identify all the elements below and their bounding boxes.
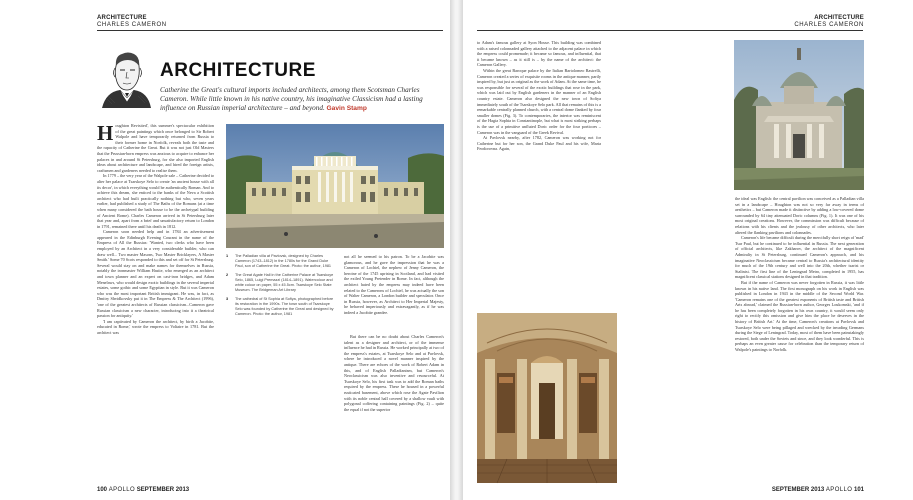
page-number: 100 xyxy=(97,487,108,493)
caption-item xyxy=(226,254,336,269)
body-column-3 xyxy=(735,196,864,483)
running-head-section: ARCHITECTURE xyxy=(814,15,864,21)
body-column-1 xyxy=(477,40,601,152)
folio-left xyxy=(97,487,189,493)
sofiya-cathedral-photo xyxy=(734,40,864,190)
body-column-3 xyxy=(344,334,444,483)
body-paragraph: In 1779 – the very year of the Walpole sale – Catherine decided to alter her palace at Tsarskoye Selo to create 'an ancient house with all its decor', in which everything would be authentically Roman. And to achieve this dream, she enticed to the banks of the Neva a Scottish architect who had built practically nothing but who, seven years earlier, had published a study of The Baths of the Romans (at a time when many considered the bath house to be the archetypal building of Ancient Rome). Charles Cameron arrived in St Petersburg later that year and, apart from a brief and unsatisfactory return to London in 1791, remained there until his death in 1812. xyxy=(97,173,214,229)
body-paragraph: oughton Revisited', this summer's spectacular exhibition of the great paintings which once belonged to Sir Robert Walpole and have temporarily returned from Russia to their former home in Norfolk, reveals both the taste and the rapacity of Catherine the Great. But it was not just Old Masters that the Prussian-born empress was anxious to acquire to enhance her palaces in and around St Petersburg, for she also imported English ideas about architecture and landscape, and hired the foreign artists, craftsmen and gardeners needed to realise them. xyxy=(97,123,214,173)
magazine-name: APOLLO xyxy=(825,487,853,493)
body-column-2 xyxy=(623,313,728,483)
author-portrait-illustration xyxy=(98,46,153,108)
body-paragraph: to Adam's famous gallery at Syon House. This building was combined with a raised colonnaded gallery attached to the adjacent palace in which the empress could promenade; it became so famous, and influential, that it became known – as it still is – by the name of the architect: the Cameron Gallery. xyxy=(477,40,601,68)
caption-text: The cathedral of St Sophia at Sofiya, photographed before its restoration in the 1990s. The town south of Tsarskoye Selo was founded by Catherine the Great and designed by Cameron. Photo: the author, 1981 xyxy=(235,297,334,316)
standfirst-text: Catherine the Great's cultural imports included architects, among them Scotsman Charles Cameron. While little known in his native country, his imaginative Classicism had a lasting influence on Russian imperial architecture – and beyond. xyxy=(160,86,423,112)
body-paragraph: 'I am captivated by Cameron the architect, by birth a Jacobite, educated in Rome,' wrote the empress to Voltaire in 1781. But the architect was xyxy=(97,318,214,335)
byline: Gavin Stamp xyxy=(326,105,367,112)
body-paragraph: But if the name of Cameron was never forgotten in Russia, it was little known in his native land. The first monograph on his work in English was published in London in 1943 in the middle of the Second World War. 'Cameron remains one of the greatest exponents of British taste and British Arts abroad,' claimed the Russian-born author, Georges Loukomski, 'and if he has been completely forgotten in his own country, it would seem only right to rectify this omission and give him the place he deserves in the history of British Art.' At the time, Cameron's creations at Pavlovsk and Tsarskoye Selo were being pillaged and wrecked by the invading Germans during the Siege of Leningrad. Today, most of them have been painstakingly restored, both under the Soviets and since, and they look wonderful. This is perhaps an even greater cause for celebration than the temporary return of Walpole's paintings to Norfolk. xyxy=(735,279,864,353)
figure-captions xyxy=(226,254,336,321)
page-number: 101 xyxy=(853,487,864,493)
agate-hall-painting xyxy=(477,313,617,483)
running-head-author: CHARLES CAMERON xyxy=(794,22,864,28)
spine-gutter xyxy=(450,0,463,500)
issue-date: SEPTEMBER 2013 xyxy=(136,487,190,493)
body-column-1 xyxy=(97,123,214,483)
magazine-name: APOLLO xyxy=(108,487,136,493)
pavlovsk-palace-photo xyxy=(226,124,444,248)
caption-text: The Palladian villa at Pavlovsk, designed by Charles Cameron (1743–1812) in the 1780s for the Grand Duke Paul, son of Catherine the Great. Photo: the author, 1981 xyxy=(235,254,332,268)
body-paragraph: But there can be no doubt about Charles Cameron's talent as a designer and architect, or of the immense influence he had in Russia. He worked principally at two of the empress's estates, at Tsarskoye Selo and at Pavlovsk, where he introduced a novel manner inspired by the antique. There are echoes of the work of Robert Adam in this, and of English Palladianism, but Cameron's Neoclassicism was also inventive and resourceful. At Tsarskoye Selo, his first task was to add the Roman baths required by the empress. These he housed in a powerful rusticated basement, above which rose the Agate Pavilion with its noble central hall covered by a shallow vault with polygonal coffering containing paintings (Fig. 2) – quite the equal if not the superior xyxy=(344,334,444,412)
issue-date: SEPTEMBER 2013 xyxy=(771,487,825,493)
body-paragraph: Cameron soon needed help and in 1784 an advertisement appeared in the Edinburgh Evening Courant in the name of the Empress of All the Russias: 'Wanted, two clerks who have been employed by an Architect in a very considerable builder, who can draw well... Two master Masons, Two Master Bricklayers, A Master Smith.' Some 70 Scots responded to this and set off for St Petersburg. Several would stay on and make names for themselves in Russia, notably the ironmaster William Hastie, who emerged as an architect and town planner and an expert on cast-iron bridges, and Adam Menelaws, who would design exotic buildings in the several imperial estates, some gothic and some Egyptian in style. But it was Cameron who was the most important British immigrant. He was, in fact, as Dmitry Shvidkovsky put it in The Empress & The Architect (1996), 'one of the greatest architects of Russian classicism...Cameron gave Russian classicism a new character, introducing into it a theatrical passion for antiquity.' xyxy=(97,229,214,319)
running-head-author: CHARLES CAMERON xyxy=(97,22,167,28)
body-paragraph: not all he seemed to his patron. To be a Jacobite was glamorous, and he gave the impression that he was a Cameron of Lochiel, the nephew of Jenny Cameron, the heroine of the 1745 uprising in Scotland, and had visited the exiled Young Pretender in Rome. In fact, although the architect hated by the empress may indeed have been related to the Camerons of Lochiel, he was actually the son of Walter Cameron, a London builder and speculator. Once in Russia, however, as Architect to Her Imperial Majesty, he behaved imperiously and extravagantly, as if he was indeed a Jacobite grandee. xyxy=(344,254,444,315)
running-head-left xyxy=(97,15,167,29)
running-head-right xyxy=(794,15,864,29)
caption-item xyxy=(226,273,336,293)
body-paragraph: At Pavlovsk nearby, after 1782, Cameron was working not for Catherine but for her son, the Grand Duke Paul and his wife, Maria Feodorovna. Again, xyxy=(477,135,601,152)
body-paragraph: the ideal was English: the central pavilion was conceived as a Palladian villa set in a landscape – Houghton was not so very far away in terms of aesthetics – but Cameron made it distinctive by adding a low-covered dome surrounded by 64 tiny attenuated Doric columns (Fig. 1). It was one of his most original creations. However, the commission was difficult because of relations with his clients and the jealousy of other architects, who later altered the flanking pavilions and colonnades. xyxy=(735,196,864,235)
body-column-1b xyxy=(608,40,728,310)
drop-cap: H xyxy=(97,121,114,145)
caption-item xyxy=(226,297,336,317)
standfirst xyxy=(160,86,440,113)
running-head-section: ARCHITECTURE xyxy=(97,15,147,21)
caption-number: 2 xyxy=(226,273,229,277)
article-headline: ARCHITECTURE xyxy=(160,60,316,81)
body-paragraph: Cameron's life became difficult during the mercifully short reign of 'mad' Tsar Paul, but he continued to be influential in Russia. The next generation of official architects, like Zakharov, the architect of the magnificent Admiralty in St Petersburg, continued Cameron's approach, and his imaginative Neoclassicism became central to Russia's architectural identity for much of the 19th century and well into the 20th, whether tsarist or Stalinist. The first line of the Leningrad Metro, completed in 1955, has magnificent classical stations designed in that tradition. xyxy=(735,235,864,280)
left-page xyxy=(0,0,450,500)
body-column-2 xyxy=(344,254,444,334)
header-rule xyxy=(97,30,443,31)
right-page xyxy=(463,0,913,500)
caption-text: The Great Agate Hall in the Catherine Palace at Tsarskoye Selo, 1865, Luigi Premazzi (1814–1891). Watercolour and white colour on paper, 55 x 45.5cm. Tsarskoye Selo State Museum. The Bridgeman Art Library xyxy=(235,273,334,292)
caption-number: 3 xyxy=(226,297,229,301)
folio-right xyxy=(772,487,864,493)
caption-number: 1 xyxy=(226,254,229,258)
header-rule xyxy=(477,30,863,31)
body-paragraph: Within the great Baroque palace by the Italian Bartolomeo Rastrelli, Cameron created a series of exquisite rooms in the antique manner, partly inspired by, but just as original as the work of Adam. At the same time, he was responsible for several of the exotic buildings that rose in the park, which was laid out by English gardeners in the manner of an English country estate. Cameron also designed the new town of Sofiya immediately south of the Tsarskoye Selo park. All that remains of this is a remarkable centrally planned church, with a central dome flanked by four smaller domes (Fig. 3). To contemporaries, the interior was reminiscent of the Hagia Sophia in Constantinople, but what is most striking perhaps is the use of a primitive unfluted Doric order for the four porticoes – Cameron was in the vanguard of the Greek Revival. xyxy=(477,67,601,135)
